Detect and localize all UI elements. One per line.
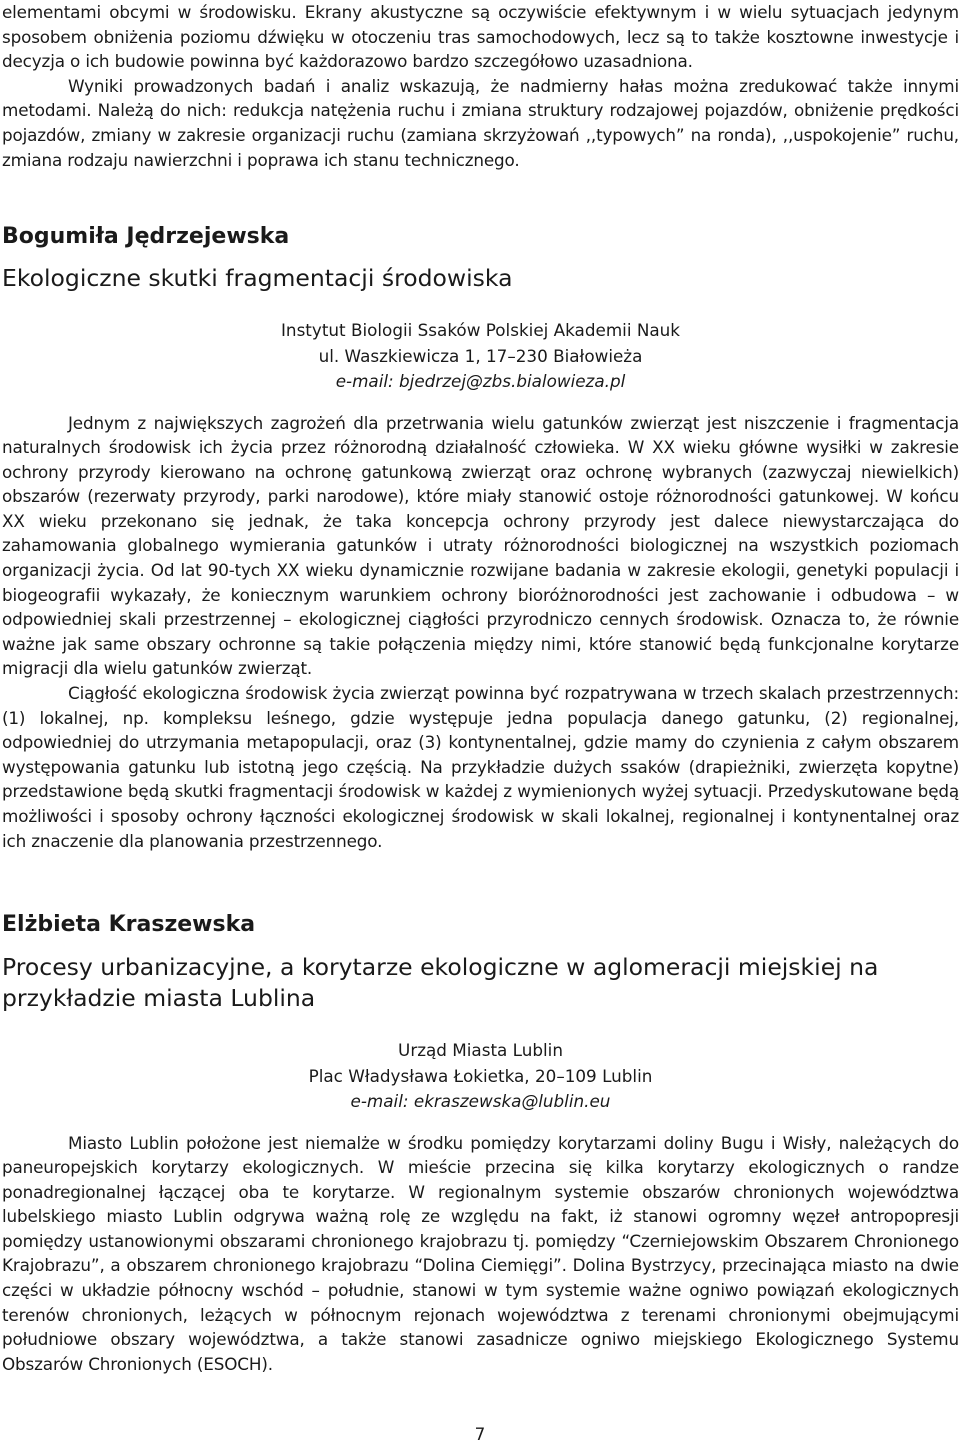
intro-text xyxy=(2,0,959,172)
abstract-section-2 xyxy=(2,910,959,1376)
abstract-paragraph-2: Ciągłość ekologiczna środowisk życia zwierząt powinna być rozpatrywana w trzech skalach przestrzennych: (1) lokalnej, np. kompleksu leśnego, gdzie występuje jedna populacja danego gatunku, (2) regionalnej, odpowiedniej do utrzymania metapopulacji, oraz (3) kontynentalnej, gdzie mamy do czynienia z całym obszarem występowania gatunku lub istotną jego częścią. Na przykładzie dużych ssaków (drapieżniki, zwierzęta kopytne) przedstawione będą skutki fragmentacji środowisk w każdej z wymienionych wyżej sytuacji. Przedyskutowane będą możliwości i sposoby ochrony łączności ekologicznej środowisk w skali lokalnej, regionalnej i kontynentalnej oraz ich znaczenie dla planowania przestrzennego. xyxy=(2,683,959,851)
affiliation xyxy=(2,1038,959,1115)
abstract-paragraph-1: Jednym z największych zagrożeń dla przetrwania wielu gatunków zwierząt jest niszczenie i fragmentacja naturalnych środowisk ich życia przez różnorodną działalność człowieka. W XX wieku główne wysiłki w zakresie ochrony przyrody kierowano na ochronę gatunkową zwierząt oraz ochronę wybranych (zazwyczaj niewielkich) obszarów (rezerwaty przyrody, parki narodowe), które miały stanowić ostoje różnorodności gatunkowej. W końcu XX wieku przekonano się jednak, że taka koncepcja ochrony przyrody jest dalece niewystarczająca do zahamowania globalnego wymierania gatunków i utraty różnorodności biologicznej na wszystkich poziomach organizacji życia. Od lat 90-tych XX wieku dynamicznie rozwijane badania w zakresie ekologii, genetyki populacji i biogeografii wykazały, że koniecznym warunkiem ochrony bioróżnorodności jest zachowanie i odbudowa – w odpowiedniej skali przestrzennej – ekologicznej ciągłości przyrodniczo cennych środowisk. Oznacza to, że równie ważne jak same obszary ochronne są takie połączenia między nimi, które stanowić będą funkcjonalne korytarze migracji dla wielu gatunków zwierząt. xyxy=(2,412,959,679)
author-name: Elżbieta Kraszewska xyxy=(2,912,256,937)
affiliation-institution: Instytut Biologii Ssaków Polskiej Akademii Nauk xyxy=(280,320,681,340)
abstract-section-1 xyxy=(2,222,959,853)
author-name: Bogumiła Jędrzejewska xyxy=(2,224,290,249)
page-number: 7 xyxy=(474,1424,486,1444)
affiliation xyxy=(2,318,959,395)
abstract-title: Procesy urbanizacyjne, a korytarze ekologiczne w aglomeracji miejskiej na przykładzie miasta Lublina xyxy=(2,953,879,1012)
intro-paragraph-1: elementami obcymi w środowisku. Ekrany akustyczne są oczywiście efektywnym i w wielu sytuacjach jedynym sposobem obniżenia poziomu dźwięku w otoczeniu tras samochodowych, lecz są to także kosztowne inwestycje i decyzja o ich budowie powinna być każdorazowo bardzo szczegółowo uzasadniona. xyxy=(2,2,959,72)
intro-paragraph-2: Wyniki prowadzonych badań i analiz wskazują, że nadmierny hałas można zredukować także innymi metodami. Należą do nich: redukcja natężenia ruchu i zmiana struktury rodzajowej pojazdów, obniżenie prędkości pojazdów, zmiany w zakresie organizacji ruchu (zamiana skrzyżowań ,,typowych” na ronda), ,,uspokojenie” ruchu, zmiana rodzaju nawierzchni i poprawa ich stanu technicznego. xyxy=(2,75,959,170)
affiliation-institution: Urząd Miasta Lublin xyxy=(398,1040,563,1060)
affiliation-email: e-mail: bjedrzej@zbs.bialowieza.pl xyxy=(335,371,626,391)
affiliation-address: Plac Władysława Łokietka, 20–109 Lublin xyxy=(308,1065,653,1086)
affiliation-email: e-mail: ekraszewska@lublin.eu xyxy=(350,1091,611,1111)
abstract-paragraph-1: Miasto Lublin położone jest niemalże w środku pomiędzy korytarzami doliny Bugu i Wisły, należących do paneuropejskich korytarzy ekologicznych. W mieście przecina się kilka korytarzy ekologicznych o randze ponadregionalnej łączącej oba te korytarze. W regionalnym systemie obszarów chronionych województwa lubelskiego miasto Lublin odgrywa ważną rolę ze względu na fakt, iż stanowi ogromny węzeł antropopresji pomiędzy ustanowionymi obszarami chronionego krajobrazu tj. pomiędzy “Czerniejowskim Obszarem Chronionego Krajobrazu”, a obszarem chronionego krajobrazu “Dolina Ciemięgi”. Dolina Bystrzycy, przecinająca miasto na dwie części w układzie północny wschód – południe, stanowi w tym systemie ważne ogniwo powiązań ekologicznych terenów chronionych, leżących w północnym rejonach województwa z terenami chronionymi obejmującymi południowe obszary województwa, a także stanowi zasadnicze ogniwo miejskiego Ekologicznego Systemu Obszarów Chronionych (ESOCH). xyxy=(2,1132,959,1374)
abstract-title: Ekologiczne skutki fragmentacji środowiska xyxy=(2,264,513,292)
affiliation-address: ul. Waszkiewicza 1, 17–230 Białowieża xyxy=(318,345,643,366)
